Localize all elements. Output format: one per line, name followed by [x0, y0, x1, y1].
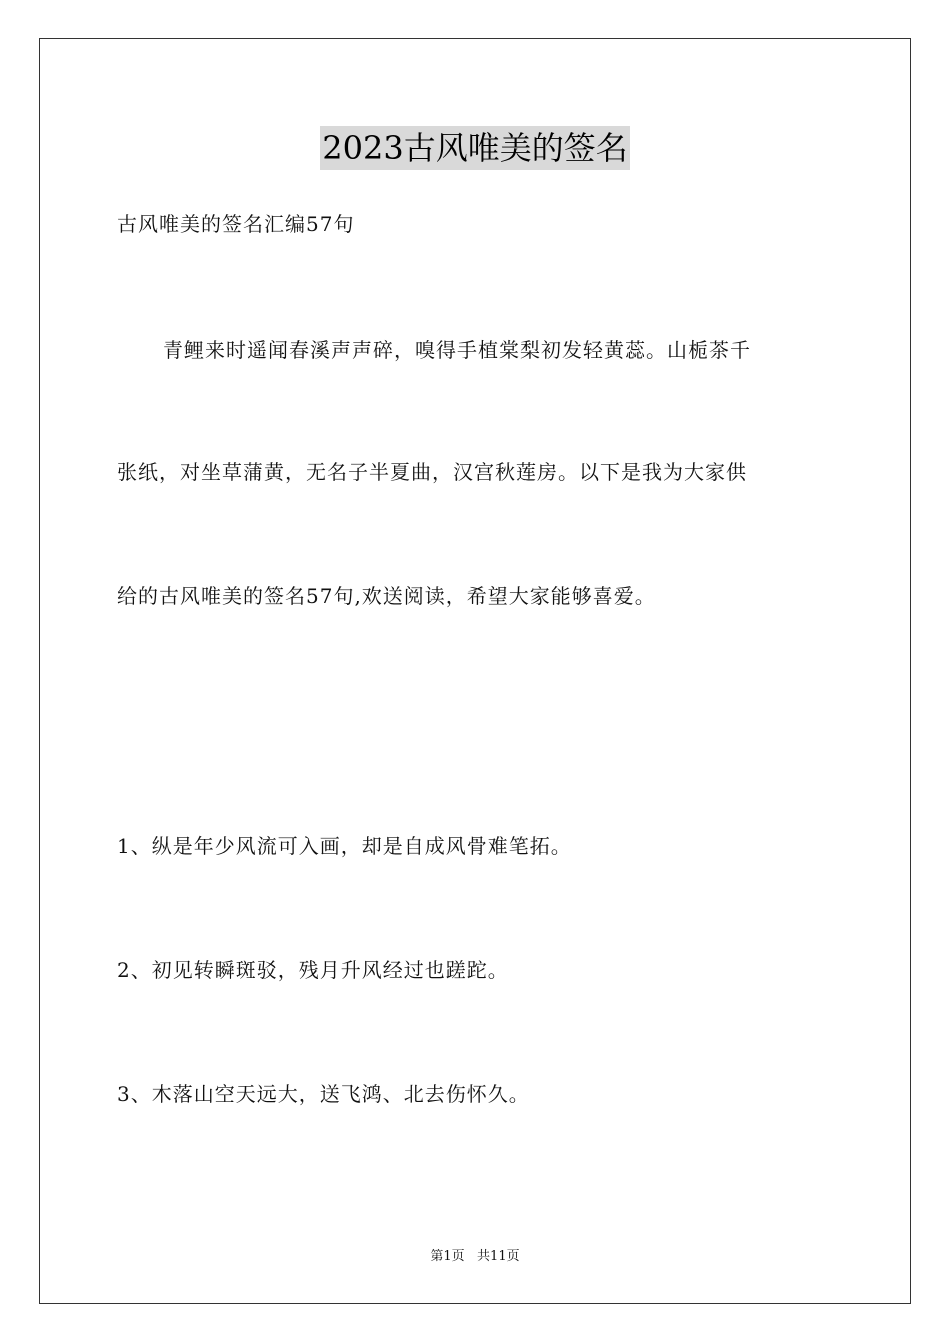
document-subtitle: 古风唯美的签名汇编57句	[117, 212, 355, 236]
intro-paragraph-line-2: 张纸，对坐草蒲黄，无名子半夏曲，汉宫秋莲房。以下是我为大家供	[117, 460, 747, 484]
intro-paragraph-line-3: 给的古风唯美的签名57句,欢送阅读，希望大家能够喜爱。	[117, 584, 656, 608]
list-item-1: 1、纵是年少风流可入画，却是自成风骨难笔拓。	[117, 834, 572, 858]
document-title: 2023古风唯美的签名	[320, 126, 629, 170]
intro-paragraph-line-1: 青鲤来时遥闻春溪声声碎，嗅得手植棠梨初发轻黄蕊。山栀茶千	[163, 338, 751, 362]
list-item-2: 2、初见转瞬斑驳，残月升风经过也蹉跎。	[117, 958, 509, 982]
list-item-3: 3、木落山空天远大，送飞鸿、北去伤怀久。	[117, 1082, 530, 1106]
page-footer: 第1页 共11页	[430, 1249, 520, 1264]
title-container	[0, 126, 950, 170]
